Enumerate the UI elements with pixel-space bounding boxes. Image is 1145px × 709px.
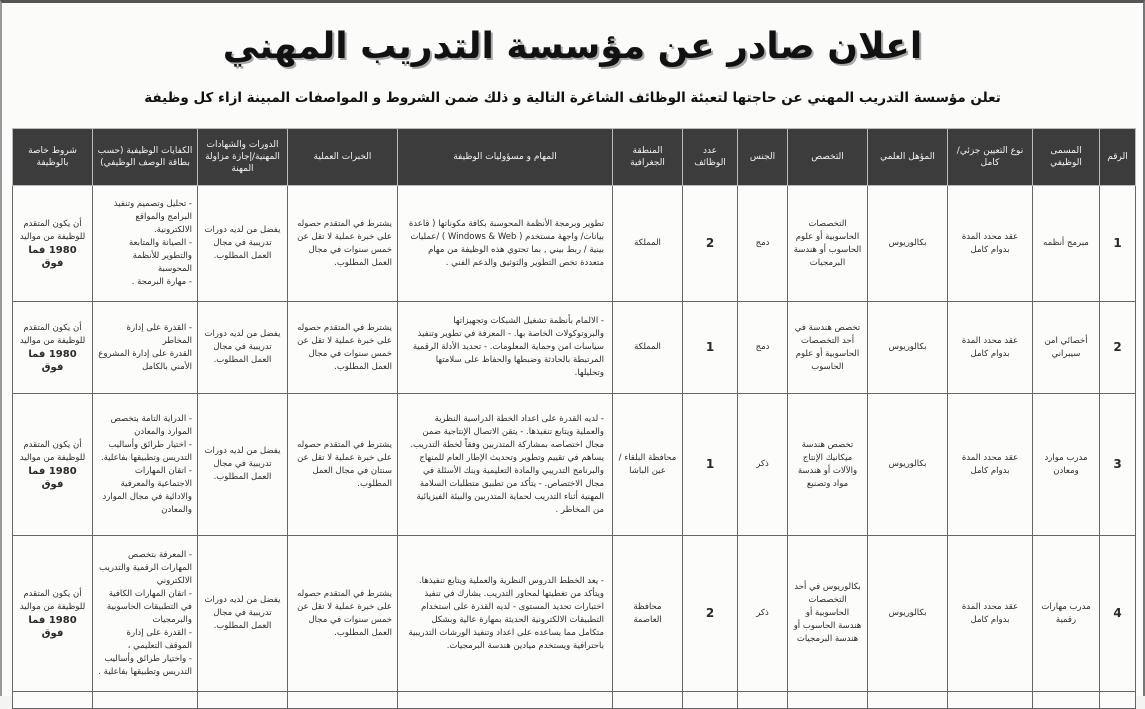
header-experience: الخبرات العملية (288, 129, 398, 186)
competency-item: - اتقان المهارات الاجتماعية والمعرفية والادائية في مجال الموارد والمعادن (102, 465, 192, 515)
region: محافظة البلقاء /عين الباشا (613, 394, 683, 536)
header-gender: الجنس (738, 129, 788, 186)
region: محافظة العاصمة (613, 536, 683, 692)
special-conditions-year: 1980 فما فوق (28, 465, 77, 490)
header-duties: المهام و مسؤوليات الوظيفة (398, 129, 613, 186)
special-conditions (13, 302, 93, 394)
competency-item: - تحليل وتصميم وتنفيذ البرامج والمواقع الالكترونية. (113, 199, 192, 235)
job-title: مدرب مهارات رقمية (1033, 536, 1100, 692)
row-number: 4 (1100, 536, 1136, 692)
table-row (13, 302, 1136, 394)
special-conditions-text: أن يكون المتقدم للوظيفة من مواليد (19, 218, 86, 242)
competencies (93, 394, 198, 536)
courses: يفضل من لديه دورات تدريبية في مجال العمل المطلوب. (198, 536, 288, 692)
specialization: تخصص هندسة ميكانيك الإنتاج والآلات أو هندسة مواد وتصنيع (788, 394, 868, 536)
special-conditions (13, 394, 93, 536)
header-special-conditions: شروط خاصة بالوظيفة (13, 129, 93, 186)
job-title: مدرب موارد ومعادن (1033, 394, 1100, 536)
competency-item: - اختيار طرائق وأساليب التدريس وتطبيقها بفاعلية. (100, 439, 192, 463)
special-conditions-text: أن يكون المتقدم للوظيفة من مواليد (19, 439, 86, 463)
cell (93, 692, 198, 709)
announcement-title: اعلان صادر عن مؤسسة التدريب المهني (222, 26, 923, 67)
cell (738, 692, 788, 709)
table-row (13, 186, 1136, 302)
positions-count: 2 (683, 536, 738, 692)
row-number: 3 (1100, 394, 1136, 536)
competency-item: - الصيانة والمتابعة والتطوير للأنظمة المحوسبة (128, 238, 192, 274)
positions-count: 1 (683, 394, 738, 536)
header-courses: الدورات والشهادات المهنية/إجازة مزاولة المهنة (198, 129, 288, 186)
competencies (93, 536, 198, 692)
header-region: المنطقة الجغرافية (613, 129, 683, 186)
table-header-row (13, 129, 1136, 186)
cell (288, 692, 398, 709)
specialization: تخصص هندسة في أحد التخصصات الحاسوبية أو علوم الحاسوب (788, 302, 868, 394)
duties: - الالمام بأنظمة تشغيل الشبكات وتجهيزاتها والبروتوكولات الخاصة بها. - المعرفة في تطوير وتنفيذ سياسات امن وحماية المعلومات. - تحديد الأدلة الرقمية المرتبطة بالحادثة وضبطها والحفاظ على سلامتها وتحليلها. (398, 302, 613, 394)
positions-count: 1 (683, 302, 738, 394)
experience: يشترط في المتقدم حصوله على خبرة عملية لا تقل عن خمس سنوات في مجال العمل المطلوب. (288, 186, 398, 302)
courses: يفضل من لديه دورات تدريبية في مجال العمل المطلوب. (198, 302, 288, 394)
cell (868, 692, 948, 709)
qualification: بكالوريوس (868, 302, 948, 394)
table-row (13, 394, 1136, 536)
competencies (93, 186, 198, 302)
competency-item: - المعرفة بتخصص المهارات الرقمية والتدريب الالكتروني (99, 549, 192, 586)
competency-item: القدرة على إدارة المشروع الأمني بالكامل (98, 348, 192, 372)
specialization: بكالوريوس في أحد التخصصات الحاسوبية أو هندسة الحاسوب أو هندسة البرمجيات (788, 536, 868, 692)
cell (613, 692, 683, 709)
duties: - لديه القدرة على اعداد الخطة الدراسية النظرية والعملية ويتابع تنفيذها. - يتقن الاتصال الإنتاجية ضمن مجال اختصاصه بمشاركة المتدربين وفقاً لخطة التدريب. يساهم في تقييم وتطوير وتحديث الإطار العام للمنهاج والبرنامج التدريبي والمادة التعليمية وبنك الأسئلة في مجال الاختصاص. - يتأكد من تطبيق متطلبات السلامة المهنية أثناء التدريب لحماية المتدربين والبيئة الفيزيائية من المخاطر . (398, 394, 613, 536)
cell (1033, 692, 1100, 709)
cell (788, 692, 868, 709)
cell (948, 692, 1033, 709)
cell (13, 692, 93, 709)
experience: يشترط في المتقدم حصوله على خبرة عملية لا تقل عن خمس سنوات في مجال العمل المطلوب. (288, 302, 398, 394)
header-specialization: التخصص (788, 129, 868, 186)
appointment-type: عقد محدد المدة بدوام كامل (948, 186, 1033, 302)
competency-item: - مهارة البرمجة . (131, 277, 192, 287)
header-qualification: المؤهل العلمي (868, 129, 948, 186)
cell (198, 692, 288, 709)
duties: - يعد الخطط الدروس النظرية والعملية ويتابع تنفيذها. ويتأكد من تغطيتها لمحاور التدريب. يشارك في تنفيذ اختبارات تحديد المستوى - لديه القدرة على استخدام التطبيقات الالكترونية الحديثة بمهارة عالية وبشكل متكامل مما يساعده على اعداد وتنفيذ الورشات التدريبية باحترافية ويستخدم ميادين هندسة البرمجيات. (398, 536, 613, 692)
experience: يشترط في المتقدم حصوله على خبرة عملية لا تقل عن سنتان في مجال العمل المطلوب. (288, 394, 398, 536)
special-conditions-text: أن يكون المتقدم للوظيفة من مواليد (19, 322, 86, 346)
row-number: 2 (1100, 302, 1136, 394)
competency-item: - القدرة على إدارة الموقف التعليمي ، (126, 627, 192, 651)
cell (1100, 692, 1136, 709)
header-competencies: الكفايات الوظيفية (حسب بطاقة الوصف الوظيفي) (93, 129, 198, 186)
duties: تطوير وبرمجة الأنظمة المحوسبة بكافة مكوناتها ( قاعدة بيانات/ واجهة مستخدم ( Windows & Web ) /عمليات بينية / ربط بيني , بما تحتوي هذه الوظيفة من مهام متعددة تخص التطوير والتوثيق والدعم الفني . (398, 186, 613, 302)
qualification: بكالوريوس (868, 394, 948, 536)
header-job-title: المسمى الوظيفي (1033, 129, 1100, 186)
special-conditions (13, 186, 93, 302)
job-title: أخصائي امن سيبراني (1033, 302, 1100, 394)
appointment-type: عقد محدد المدة بدوام كامل (948, 394, 1033, 536)
header-positions-count: عدد الوظائف (683, 129, 738, 186)
competencies (93, 302, 198, 394)
header-appointment-type: نوع التعيين جزئي/كامل (948, 129, 1033, 186)
positions-count: 2 (683, 186, 738, 302)
special-conditions-year: 1980 فما فوق (28, 614, 77, 639)
gender: دمج (738, 186, 788, 302)
appointment-type: عقد محدد المدة بدوام كامل (948, 302, 1033, 394)
header-number: الرقم (1100, 129, 1136, 186)
region: المملكة (613, 302, 683, 394)
region: المملكة (613, 186, 683, 302)
job-title: مبرمج أنظمه (1033, 186, 1100, 302)
special-conditions-text: أن يكون المتقدم للوظيفة من مواليد (19, 588, 86, 612)
qualification: بكالوريوس (868, 536, 948, 692)
table-row-partial (13, 692, 1136, 709)
gender: دمج (738, 302, 788, 394)
special-conditions-year: 1980 فما فوق (28, 244, 77, 269)
announcement-subtitle: تعلن مؤسسة التدريب المهني عن حاجتها لتعبئة الوظائف الشاغرة التالية و ذلك ضمن الشروط و المواصفات المبينة ازاء كل وظيفة (144, 90, 1001, 106)
row-number: 1 (1100, 186, 1136, 302)
courses: يفضل من لديه دورات تدريبية في مجال العمل المطلوب. (198, 186, 288, 302)
cell (398, 692, 613, 709)
experience: يشترط في المتقدم حصوله على خبرة عملية لا تقل عن خمس سنوات في مجال العمل المطلوب. (288, 536, 398, 692)
competency-item: - القدرة على إدارة المخاطر (126, 322, 192, 346)
competency-item: - الدراية التامة بتخصص الموارد والمعادن (110, 413, 192, 437)
special-conditions (13, 536, 93, 692)
competency-item: - واختيار طرائق وأساليب التدريس وتطبيقها بفاعلية . (98, 653, 192, 677)
gender: ذكر (738, 536, 788, 692)
courses: يفضل من لديه دورات تدريبية في مجال العمل المطلوب. (198, 394, 288, 536)
competency-item: - اتقان المهارات الكافية في التطبيقات الحاسوبية والبرمجيات (106, 588, 192, 625)
gender: ذكر (738, 394, 788, 536)
table-row (13, 536, 1136, 692)
vacancies-table (12, 128, 1136, 709)
qualification: بكالوريوس (868, 186, 948, 302)
appointment-type: عقد محدد المدة بدوام كامل (948, 536, 1033, 692)
cell (683, 692, 738, 709)
specialization: التخصصات الحاسوبية أو علوم الحاسوب أو هندسة البرمجيات (788, 186, 868, 302)
special-conditions-year: 1980 فما فوق (28, 348, 77, 373)
